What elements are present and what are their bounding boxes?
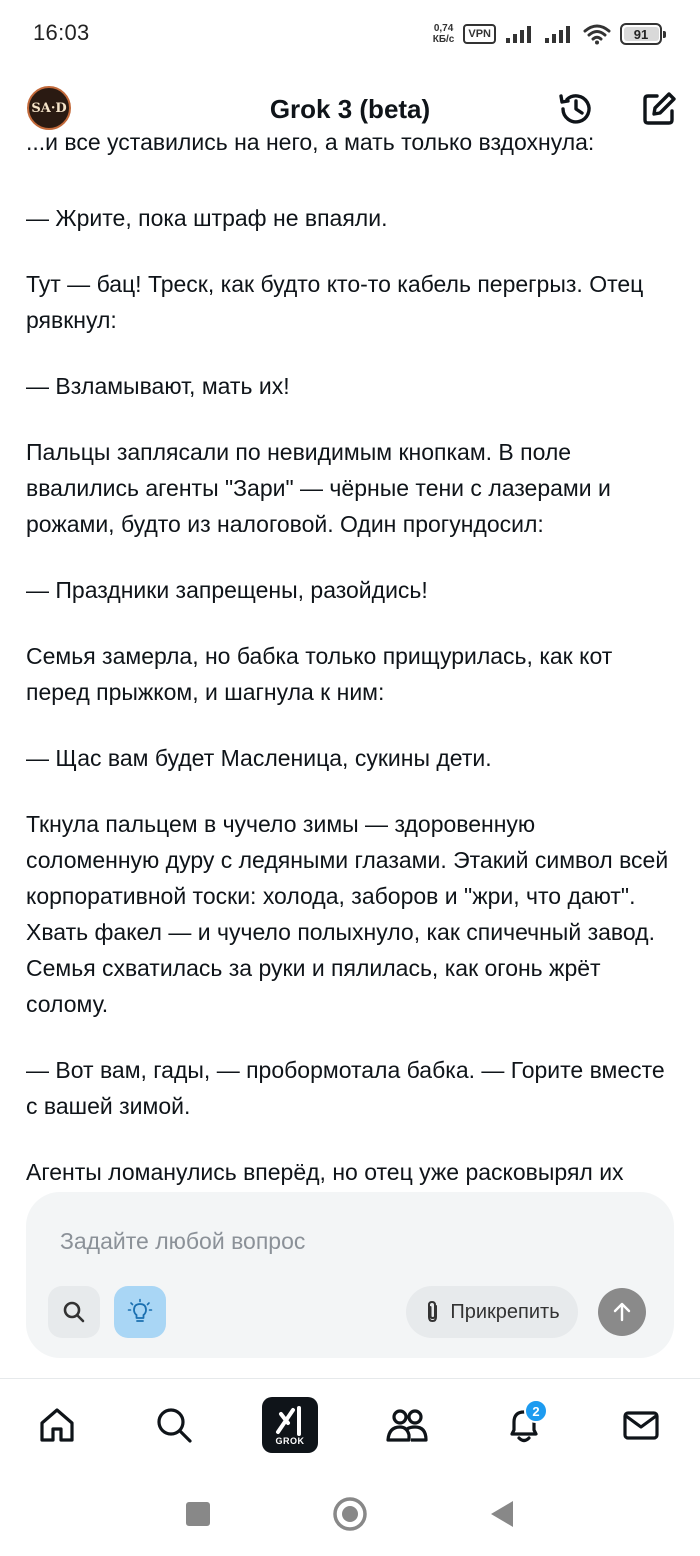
- back-system-button[interactable]: [482, 1494, 522, 1534]
- deepsearch-button[interactable]: [48, 1286, 100, 1338]
- avatar-text: SA·D: [31, 100, 67, 116]
- wifi-icon: [583, 23, 611, 45]
- attach-label: Прикрепить: [450, 1300, 560, 1323]
- message-paragraph: — Вот вам, гады, — пробормотала бабка. — Горите вместе с вашей зимой.: [26, 1057, 665, 1119]
- message-paragraph: Пальцы заплясали по невидимым кнопкам. В поле ввалились агенты "Зари" — чёрные тени с лазерами и рожами, будто из налоговой. Один прогундосил:: [26, 439, 611, 537]
- message-paragraph: Семья замерла, но бабка только прищурилась, как кот перед прыжком, и шагнула к ним:: [26, 643, 613, 705]
- message-paragraph: — Щас вам будет Масленица, сукины дети.: [26, 745, 492, 771]
- grok-icon: [273, 1404, 307, 1438]
- system-nav: [0, 1474, 700, 1556]
- send-button[interactable]: [598, 1288, 646, 1336]
- nav-grok[interactable]: [262, 1397, 318, 1453]
- grok-label: GROK: [275, 1436, 305, 1446]
- paperclip-icon: [424, 1300, 442, 1324]
- message-paragraph: Агенты ломанулись вперёд, но отец уже расковырял их: [26, 1159, 624, 1185]
- search-icon: [62, 1300, 86, 1324]
- home-system-button[interactable]: [330, 1494, 370, 1534]
- battery-icon: [620, 23, 662, 45]
- nav-communities[interactable]: [379, 1397, 435, 1453]
- new-chat-button[interactable]: [638, 88, 680, 130]
- nav-home[interactable]: [29, 1397, 85, 1453]
- grok-tile: [262, 1397, 318, 1453]
- cut-off-text: ...и все уставились на него, а мать только вздохнула:: [26, 129, 595, 155]
- think-button[interactable]: [114, 1286, 166, 1338]
- back-triangle-icon: [488, 1499, 516, 1529]
- mail-icon: [621, 1405, 661, 1445]
- vpn-badge: VPN: [463, 24, 496, 44]
- message-paragraph: — Жрите, пока штраф не впаяли.: [26, 205, 388, 231]
- net-speed: [433, 23, 455, 45]
- recent-apps-button[interactable]: [178, 1494, 218, 1534]
- history-icon: [557, 90, 595, 128]
- message-paragraph: Ткнула пальцем в чучело зимы — здоровенную соломенную дуру с ледяными глазами. Этакий символ всей корпоративной тоски: холода, заборов и "жри, что дают". Хвать факел — и чучело полыхнуло, как спичечный завод. Семья схватилась за руки и пялилась, как огонь жрёт солому.: [26, 811, 669, 1017]
- people-icon: [385, 1405, 429, 1445]
- question-input[interactable]: [60, 1226, 620, 1256]
- conversation: [26, 129, 674, 1185]
- message-paragraph: Тут — бац! Треск, как будто кто-то кабель перегрыз. Отец рявкнул:: [26, 271, 644, 333]
- attach-button[interactable]: [406, 1286, 578, 1338]
- square-icon: [185, 1501, 211, 1527]
- battery-level: 91: [633, 26, 649, 42]
- composer: [26, 1192, 674, 1358]
- nav-messages[interactable]: [613, 1397, 669, 1453]
- search-icon: [154, 1405, 194, 1445]
- status-time: 16:03: [33, 20, 90, 45]
- bottom-nav: [0, 1378, 700, 1474]
- nav-notifications[interactable]: [496, 1397, 552, 1453]
- cut-off-line: [26, 129, 674, 160]
- message-paragraph: — Праздники запрещены, разойдись!: [26, 577, 428, 603]
- status-bar: [0, 0, 700, 68]
- net-speed-unit: КБ/с: [432, 34, 455, 45]
- signal-icon: [544, 24, 574, 44]
- net-speed-value: 0,74: [433, 23, 454, 34]
- message-paragraph: — Взламывают, мать их!: [26, 373, 290, 399]
- circle-icon: [332, 1496, 368, 1532]
- page-title: Grok 3 (beta): [269, 94, 431, 124]
- nav-search[interactable]: [146, 1397, 202, 1453]
- lightbulb-icon: [126, 1298, 154, 1326]
- home-icon: [37, 1405, 77, 1445]
- notification-badge: 2: [524, 1399, 548, 1423]
- signal-icon: [505, 24, 535, 44]
- arrow-up-icon: [610, 1300, 634, 1324]
- new-chat-icon: [640, 90, 678, 128]
- status-icons: [433, 20, 662, 48]
